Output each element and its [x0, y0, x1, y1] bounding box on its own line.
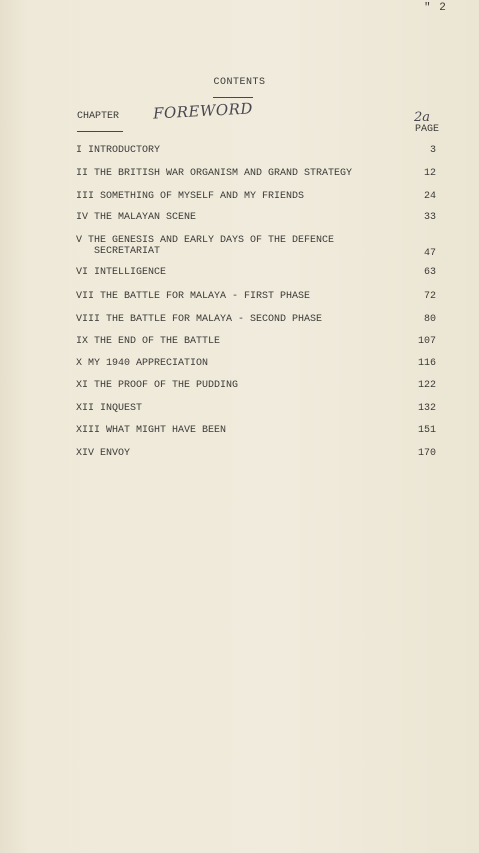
- toc-entry-page: 151: [417, 425, 436, 436]
- toc-entry-title: I INTRODUCTORY: [76, 145, 161, 156]
- toc-entry-page: 63: [423, 267, 436, 278]
- toc-entry-title-line2: SECRETARIAT: [76, 246, 161, 257]
- chapter-underline: [77, 131, 123, 132]
- handwritten-foreword-note: FOREWORD: [152, 99, 254, 123]
- toc-entry-title: XI THE PROOF OF THE PUDDING: [76, 380, 239, 391]
- title-underline: [213, 97, 253, 98]
- page-column-heading: PAGE: [415, 124, 440, 135]
- toc-entry-title: IV THE MALAYAN SCENE: [76, 212, 197, 223]
- toc-entry-page: 24: [423, 191, 436, 202]
- toc-entry-title: VII THE BATTLE FOR MALAYA - FIRST PHASE: [76, 291, 311, 302]
- toc-entry-title: V THE GENESIS AND EARLY DAYS OF THE DEFENCE: [76, 235, 335, 246]
- toc-entry-title: XIV ENVOY: [76, 448, 131, 459]
- toc-entry-page: 72: [423, 291, 436, 302]
- toc-entry-page: 122: [417, 380, 436, 391]
- toc-entry-title: IX THE END OF THE BATTLE: [76, 336, 221, 347]
- toc-entry-title: XII INQUEST: [76, 403, 143, 414]
- contents-title: CONTENTS: [213, 77, 266, 88]
- toc-entry-title: III SOMETHING OF MYSELF AND MY FRIENDS: [76, 191, 305, 202]
- toc-entry-title: VIII THE BATTLE FOR MALAYA - SECOND PHASE: [76, 314, 323, 325]
- toc-entry-page: 132: [417, 403, 436, 414]
- toc-entry-page: 170: [417, 448, 436, 459]
- toc-entry-page: 12: [423, 168, 436, 179]
- handwritten-page-annotation: 2a: [414, 110, 431, 125]
- toc-entry-page: 3: [429, 145, 436, 156]
- toc-entry-page: 116: [417, 358, 436, 369]
- toc-entry-page: 107: [417, 336, 436, 347]
- toc-entry-title: X MY 1940 APPRECIATION: [76, 358, 209, 369]
- toc-entry-title: VI INTELLIGENCE: [76, 267, 167, 278]
- toc-entry-page: 80: [423, 314, 436, 325]
- chapter-column-heading: CHAPTER: [77, 111, 120, 122]
- toc-entry-title: XIII WHAT MIGHT HAVE BEEN: [76, 425, 227, 436]
- toc-entry-page: 33: [423, 212, 436, 223]
- toc-entry-title: II THE BRITISH WAR ORGANISM AND GRAND STRATEGY: [76, 168, 353, 179]
- toc-entry-page: 47: [423, 248, 436, 259]
- page-number: " 2: [424, 2, 447, 14]
